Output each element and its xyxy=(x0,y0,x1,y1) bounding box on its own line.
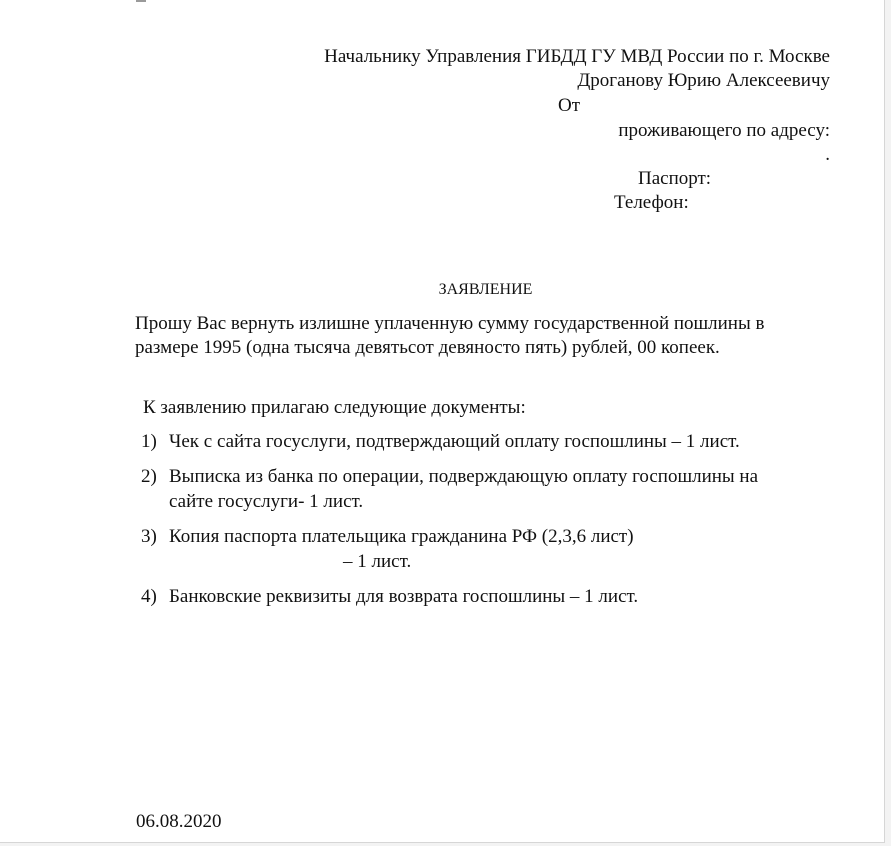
document-date: 06.08.2020 xyxy=(136,811,222,832)
list-item-number: 1) xyxy=(141,431,157,452)
list-item-number: 2) xyxy=(141,466,157,487)
address-label: проживающего по адресу: xyxy=(618,120,830,141)
list-item-text: Банковские реквизиты для возврата госпошлины – 1 лист. xyxy=(169,586,639,607)
passport-label: Паспорт: xyxy=(638,168,712,189)
phone-label: Телефон: xyxy=(614,192,689,213)
list-item-text-continued: – 1 лист. xyxy=(343,551,412,572)
attachments-intro: К заявлению прилагаю следующие документы: xyxy=(143,397,526,418)
addressee-line1: Начальнику Управления ГИБДД ГУ МВД России по г. Москве xyxy=(324,46,830,67)
list-item-text-continued: сайте госуслуги- 1 лист. xyxy=(169,491,364,512)
document-title: ЗАЯВЛЕНИЕ xyxy=(438,281,533,298)
address-value: . xyxy=(825,144,830,165)
from-label: От xyxy=(558,95,581,116)
addressee-line2: Дроганову Юрию Алексеевичу xyxy=(577,70,830,91)
body-line1: Прошу Вас вернуть излишне уплаченную сумму государственной пошлины в xyxy=(135,313,765,334)
list-item-number: 3) xyxy=(141,526,157,547)
list-item-text: Выписка из банка по операции, подверждающую оплату госпошлины на xyxy=(169,466,759,487)
list-item-number: 4) xyxy=(141,586,157,607)
body-line2: размере 1995 (одна тысяча девятьсот девяносто пять) рублей, 00 копеек. xyxy=(135,337,720,358)
page-corner-mark xyxy=(136,0,146,2)
list-item-text: Копия паспорта плательщика гражданина РФ (2,3,6 лист) xyxy=(169,526,634,547)
list-item-text: Чек с сайта госуслуги, подтверждающий оплату госпошлины – 1 лист. xyxy=(169,431,740,452)
